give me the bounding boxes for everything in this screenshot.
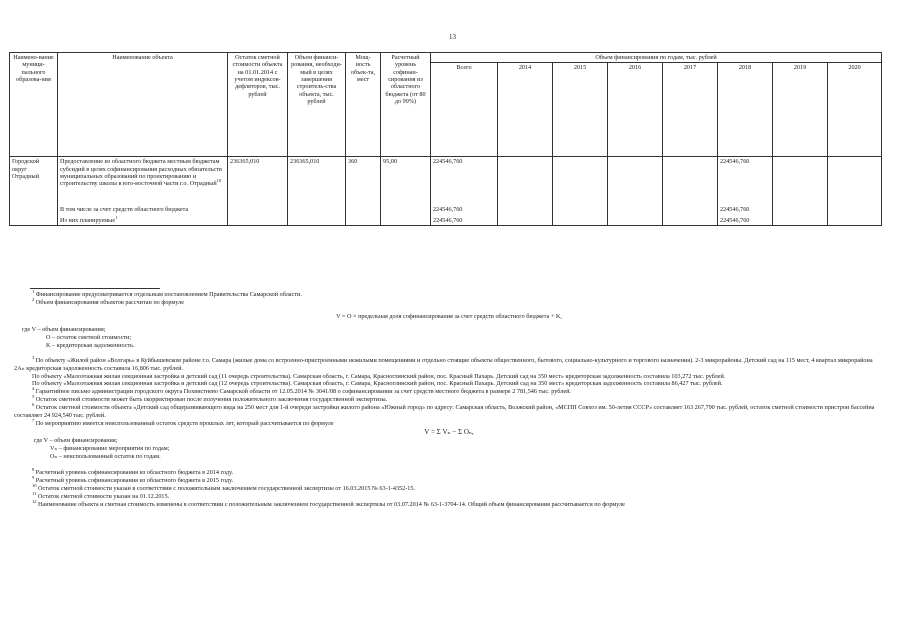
footnote-11: $^{11}$ Остаток сметной стоимости указан на 01.12.2015. xyxy=(32,490,170,500)
footnotes xyxy=(14,288,884,509)
table-row xyxy=(10,203,882,214)
financing-table xyxy=(9,52,882,226)
header-year-2019: 2019 xyxy=(773,63,828,157)
object-footnote-ref: 10 xyxy=(216,178,222,184)
footnote-3-para: По объекту «Малоэтажная жилая секционная застройка и детский сад (12 очередь строительства). Самарская область, г. Самара, Красноглинский район, пос. Красный Пахарь. Детский сад на 350 мест» кредиторская задолженность составила 86,427 тыс. рублей. xyxy=(32,380,723,388)
cell-planned-label: Из них планируемые$^1$ xyxy=(58,214,228,226)
where-line: K – кредиторская задолженность. xyxy=(46,341,135,349)
header-funding-volume: Объем финанси-рования, необходи-мый в целях завершения строитель-ства объекта, тыс. рублей xyxy=(288,53,346,157)
cell-cofinancing-level: 95,00 xyxy=(381,157,431,189)
header-by-years: Объем финансирования по годам, тыс. рублей xyxy=(431,53,882,63)
cell-planned-2018: 224546,760 xyxy=(718,214,773,226)
footnote-1: $^1$ Финансирование предусматривается отдельным постановлением Правительства Самарской области. xyxy=(32,288,302,298)
cell-including-total: 224546,760 xyxy=(431,203,498,214)
footnote-12: $^{12}$ Наименование объекта и сметная стоимость изменены в соответствии с положительным заключением государственной экспертизы от 03.07.2014 № 63-1-3704-14. Общий объем финансирования рассчитывается по формуле xyxy=(32,498,625,508)
cell-remaining-cost: 236365,010 xyxy=(228,157,288,189)
footnote-3: $^3$ По объекту «Жилой район «Волгарь» в Куйбышевском районе г.о. Самара (жилые дома со встроенно-пристроенными нежилыми помещениями и отдельно стоящие объекты общественного, бытового, социально-культурного и торгового назначения). 2-3 микрорайоны. Детский сад на 115 мест, 4 квартал микрорайона 2А» кредиторская задолженность составила 16,806 тыс. рублей. xyxy=(14,354,873,372)
where-line: где V – объем финансирования; xyxy=(22,325,106,333)
header-year-2017: 2017 xyxy=(663,63,718,157)
header-total: Всего xyxy=(431,63,498,157)
header-year-2015: 2015 xyxy=(553,63,608,157)
footnote-3-para: По объекту «Малоэтажная жилая секционная застройка и детский сад (11 очередь строительства). Самарская область, г. Самара, Красноглинский район, пос. Красный Пахарь. Детский сад на 350 мест» кредиторская задолженность составила 103,272 тыс. рублей. xyxy=(32,372,726,380)
where-line: Oₙ – неиспользованный остаток по годам. xyxy=(50,452,161,460)
header-municipality: Наимено-вание муници-пального образова-ния xyxy=(10,53,58,157)
header-cofinancing-level: Расчетный уровень софинан-сирования из областного бюджета (от 80 до 99%) xyxy=(381,53,431,157)
header-year-2018: 2018 xyxy=(718,63,773,157)
header-year-2020: 2020 xyxy=(828,63,882,157)
footnote-6: $^6$ Остаток сметной стоимости объекта «Детский сад общеразвивающего вида на 250 мест для 1-й очереди застройки жилого района «Южный город» по адресу: Самарская область, Волжский район, «МСПП Совхоз им. 50-летия СССР» составляет 163 267,790 тыс. рублей, остаток сметной стоимости пристрои бассейна составляет 24 924,540 тыс. рублей. xyxy=(14,402,875,420)
formula-2: V = Σ Vₙ − Σ Oₙ, xyxy=(424,428,474,437)
footnote-divider xyxy=(30,288,160,289)
cell-funding-volume: 236365,010 xyxy=(288,157,346,189)
page-number: 13 xyxy=(449,33,456,41)
cell-including-label: В том числе за счет средств областного бюджета xyxy=(58,203,228,214)
footnote-4: $^4$ Гарантийное письмо администрации городского округа Похвистнево Самарской области от 12.05.2014 № 3041/08 о софинансировании за счет средств местного бюджета в размере 2 781,546 тыс. рублей. xyxy=(32,386,571,396)
planned-footnote-ref: 1 xyxy=(115,214,118,220)
where-line: Vₙ – финансирование мероприятия по годам; xyxy=(50,444,170,452)
cell-municipality: Городской округ Отрадный xyxy=(10,157,58,189)
where-line: O – остаток сметной стоимости; xyxy=(46,333,132,341)
header-year-2014: 2014 xyxy=(498,63,553,157)
where-line: где V – объем финансирования; xyxy=(34,437,118,445)
footnote-9: $^9$ Расчетный уровень софинансирования из областного бюджета в 2015 году. xyxy=(32,474,234,484)
table-row xyxy=(10,214,882,226)
header-object: Наименование объекта xyxy=(58,53,228,157)
cell-including-2018: 224546,760 xyxy=(718,203,773,214)
footnote-7: $^7$ По мероприятию имеется неиспользованный остаток средств прошлых лет, который рассчитывается по формуле xyxy=(32,418,334,428)
footnote-8: $^8$ Расчетный уровень софинансирования из областного бюджета в 2014 году. xyxy=(32,466,234,476)
header-remaining-cost: Остаток сметной стоимости объекта на 01.01.2014 с учетом индексов-дефляторов, тыс. рублей xyxy=(228,53,288,157)
formula-1: V = O × предельная доля софинансирования за счет средств областного бюджета + K, xyxy=(336,312,562,320)
cell-planned-total: 224546,760 xyxy=(431,214,498,226)
cell-capacity: 360 xyxy=(346,157,381,189)
table-header-row xyxy=(10,53,882,63)
object-name: Предоставление из областного бюджета местным бюджетам субсидий в целях софинансирования расходных обязательств муниципальных образований по проектированию и строительству школы в юго-восточной части г.о. Отрадный xyxy=(60,158,222,188)
footnote-2: $^2$ Объем финансирования объектов рассчитан по формуле xyxy=(32,296,184,306)
footnote-5: $^5$ Остаток сметной стоимости может быть скорректирован после получения положительного заключения государственной экспертизы. xyxy=(32,394,388,404)
cell-year-2018: 224546,760 xyxy=(718,157,773,189)
footnote-10: $^{10}$ Остаток сметной стоимости указан в соответствии с положительным заключением государственной экспертизы от 16.03.2015 № 63-1-4352-15. xyxy=(32,482,415,492)
header-capacity: Мощ-ность объек-та, мест xyxy=(346,53,381,157)
cell-object xyxy=(58,157,228,189)
cell-total: 224546,760 xyxy=(431,157,498,189)
header-year-2016: 2016 xyxy=(608,63,663,157)
table-row xyxy=(10,157,882,189)
